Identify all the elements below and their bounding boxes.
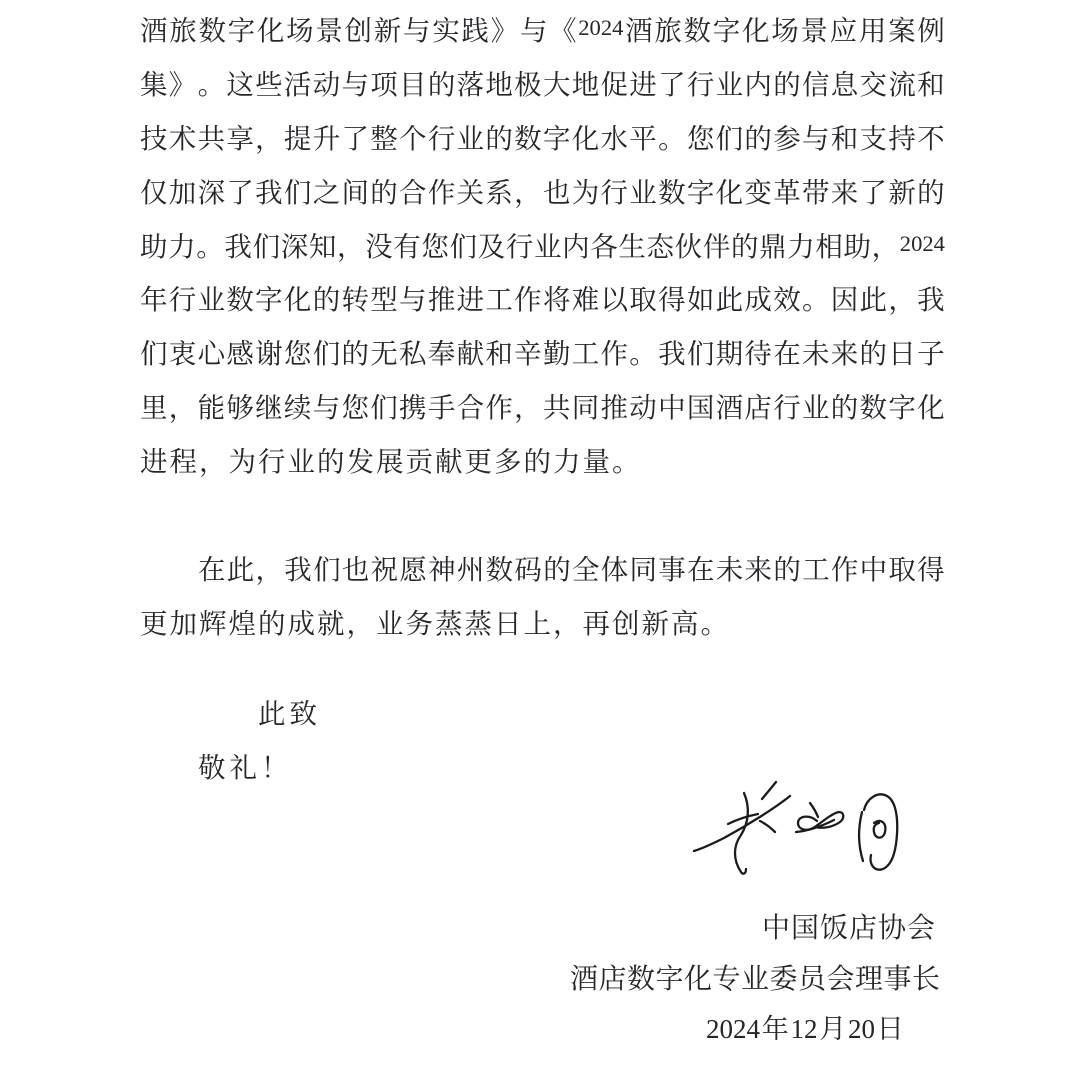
letter-wish-paragraph xyxy=(140,540,945,648)
handwritten-signature xyxy=(686,776,902,878)
signer-organization: 中国饭店协会 xyxy=(762,913,937,944)
text-line: 更加辉煌的成就，业务蒸蒸日上，再创新高。 xyxy=(140,607,730,639)
text-line: 在 此 ， 我 们 也 祝 愿 神 州 数 码 的 全 体 同 事 在 未 来 的 工 作 中 取 得 xyxy=(198,553,945,585)
text-line: 酒 旅 数 字 化 场 景 创 新 与 实 践 》 与 《 2024 酒 旅 数 字 化 场 景 应 用 案 例 xyxy=(140,14,945,46)
letter-date: 2024 年 12 月 20 日 xyxy=(706,1014,904,1044)
text-line: 仅 加 深 了 我 们 之 间 的 合 作 关 系 ， 也 为 行 业 数 字 化 变 革 带 来 了 新 的 xyxy=(140,176,945,208)
text-line: 年 行 业 数 字 化 的 转 型 与 推 进 工 作 将 难 以 取 得 如 此 成 效 。 因 此 ， 我 xyxy=(140,284,945,316)
closing-respect: 敬礼！ xyxy=(198,752,293,783)
signer-title: 酒店数字化专业委员会理事长 xyxy=(570,964,941,995)
closing-salute: 此致 xyxy=(258,698,321,729)
text-line: 集 》 。 这 些 活 动 与 项 目 的 落 地 极 大 地 促 进 了 行 业 内 的 信 息 交 流 和 xyxy=(140,68,945,100)
text-line: 里 ， 能 够 继 续 与 您 们 携 手 合 作 ， 共 同 推 动 中 国 酒 店 行 业 的 数 字 化 xyxy=(140,392,945,424)
text-line: 助 力 。 我 们 深 知 ， 没 有 您 们 及 行 业 内 各 生 态 伙 伴 的 鼎 力 相 助 ， 2024 xyxy=(140,230,945,262)
letter-body-paragraph xyxy=(140,1,945,486)
text-line: 技 术 共 享 ， 提 升 了 整 个 行 业 的 数 字 化 水 平 。 您 们 的 参 与 和 支 持 不 xyxy=(140,122,945,154)
text-line: 进程，为行业的发展贡献更多的力量。 xyxy=(140,446,642,478)
text-line: 们 衷 心 感 谢 您 们 的 无 私 奉 献 和 辛 勤 工 作 。 我 们 期 待 在 未 来 的 日 子 xyxy=(140,338,945,370)
